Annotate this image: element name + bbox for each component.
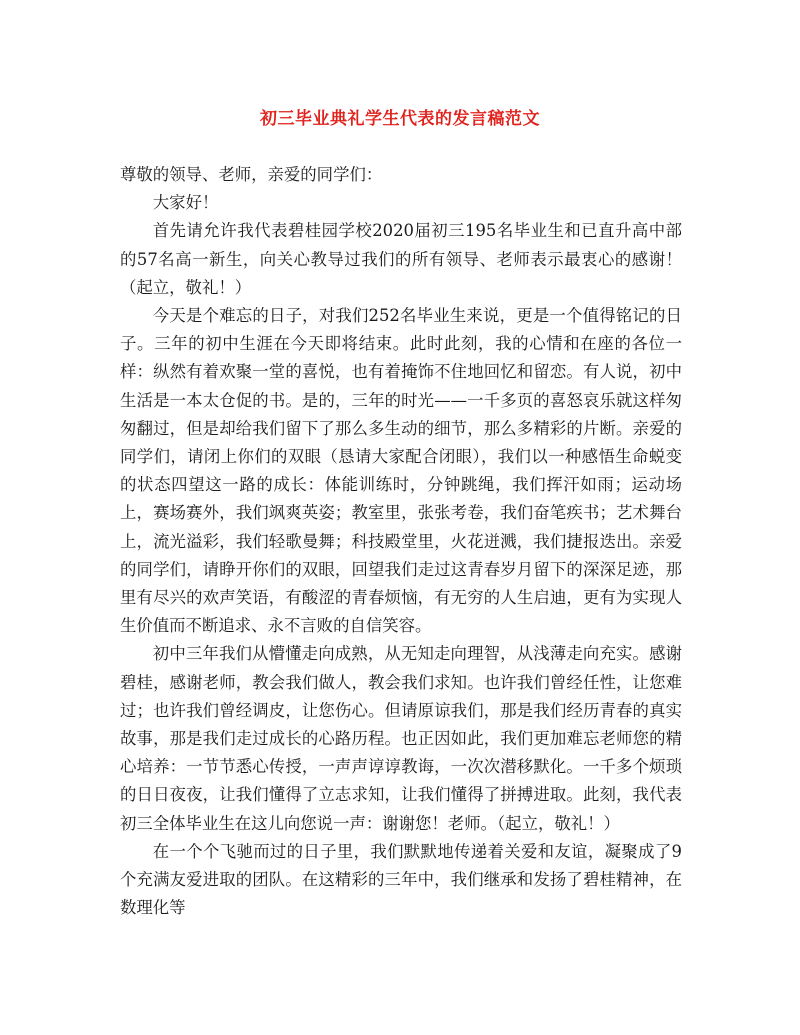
paragraph-friendship: 在一个个飞驰而过的日子里，我们默默地传递着关爱和友谊，凝聚成了9个充满友爱进取的团队。在这精彩的三年中，我们继承和发扬了碧桂精神，在数理化等 — [120, 841, 682, 918]
paragraph-thanks: 首先请允许我代表碧桂园学校2020届初三195名毕业生和已直升高中部的57名高一新生，向关心教导过我们的所有领导、老师表示最衷心的感谢！（起立，敬礼！） — [120, 221, 682, 297]
document-title: 初三毕业典礼学生代表的发言稿范文 — [260, 109, 540, 129]
paragraph-memories: 今天是个难忘的日子，对我们252名毕业生来说，更是一个值得铭记的日子。三年的初中生涯在今天即将结束。此时此刻，我的心情和在座的各位一样：纵然有着欢聚一堂的喜悦，也有着掩饰不住地回忆和留恋。有人说，初中生活是一本太仓促的书。是的，三年的时光——一千多页的喜怒哀乐就这样匆匆翻过，但是却给我们留下了那么多生动的细节，那么多精彩的片断。亲爱的同学们，请闭上你们的双眼（恳请大家配合闭眼），我们以一种感悟生命蜕变的状态四望这一路的成长：体能训练时，分钟跳绳，我们挥汗如雨；运动场上，赛场赛外，我们飒爽英姿；教室里，张张考卷，我们奋笔疾书；艺术舞台上，流光溢彩，我们轻歌曼舞；科技殿堂里，火花迸溅，我们捷报迭出。亲爱的同学们，请睁开你们的双眼，回望我们走过这青春岁月留下的深深足迹，那里有尽兴的欢声笑语，有酸涩的青春烦恼，有无穷的人生启迪，更有为实现人生价值而不断追求、永不言败的自信笑容。 — [120, 306, 682, 636]
salutation: 尊敬的领导、老师，亲爱的同学们： — [120, 165, 383, 184]
paragraph-gratitude-teachers: 初中三年我们从懵懂走向成熟，从无知走向理智，从浅薄走向充实。感谢碧桂，感谢老师，教会我们做人，教会我们求知。也许我们曾经任性，让您难过；也许我们曾经调皮，让您伤心。但请原谅我们，那是我们经历青春的真实故事，那是我们走过成长的心路历程。也正因如此，我们更加难忘老师您的精心培养：一节节悉心传授，一声声谆谆教诲，一次次潜移默化。一千多个烦琐的日日夜夜，让我们懂得了立志求知，让我们懂得了拼搏进取。此刻，我代表初三全体毕业生在这儿向您说一声：谢谢您！老师。（起立，敬礼！） — [120, 644, 682, 833]
paragraph-greeting: 大家好！ — [152, 193, 219, 213]
document-body — [120, 161, 682, 922]
